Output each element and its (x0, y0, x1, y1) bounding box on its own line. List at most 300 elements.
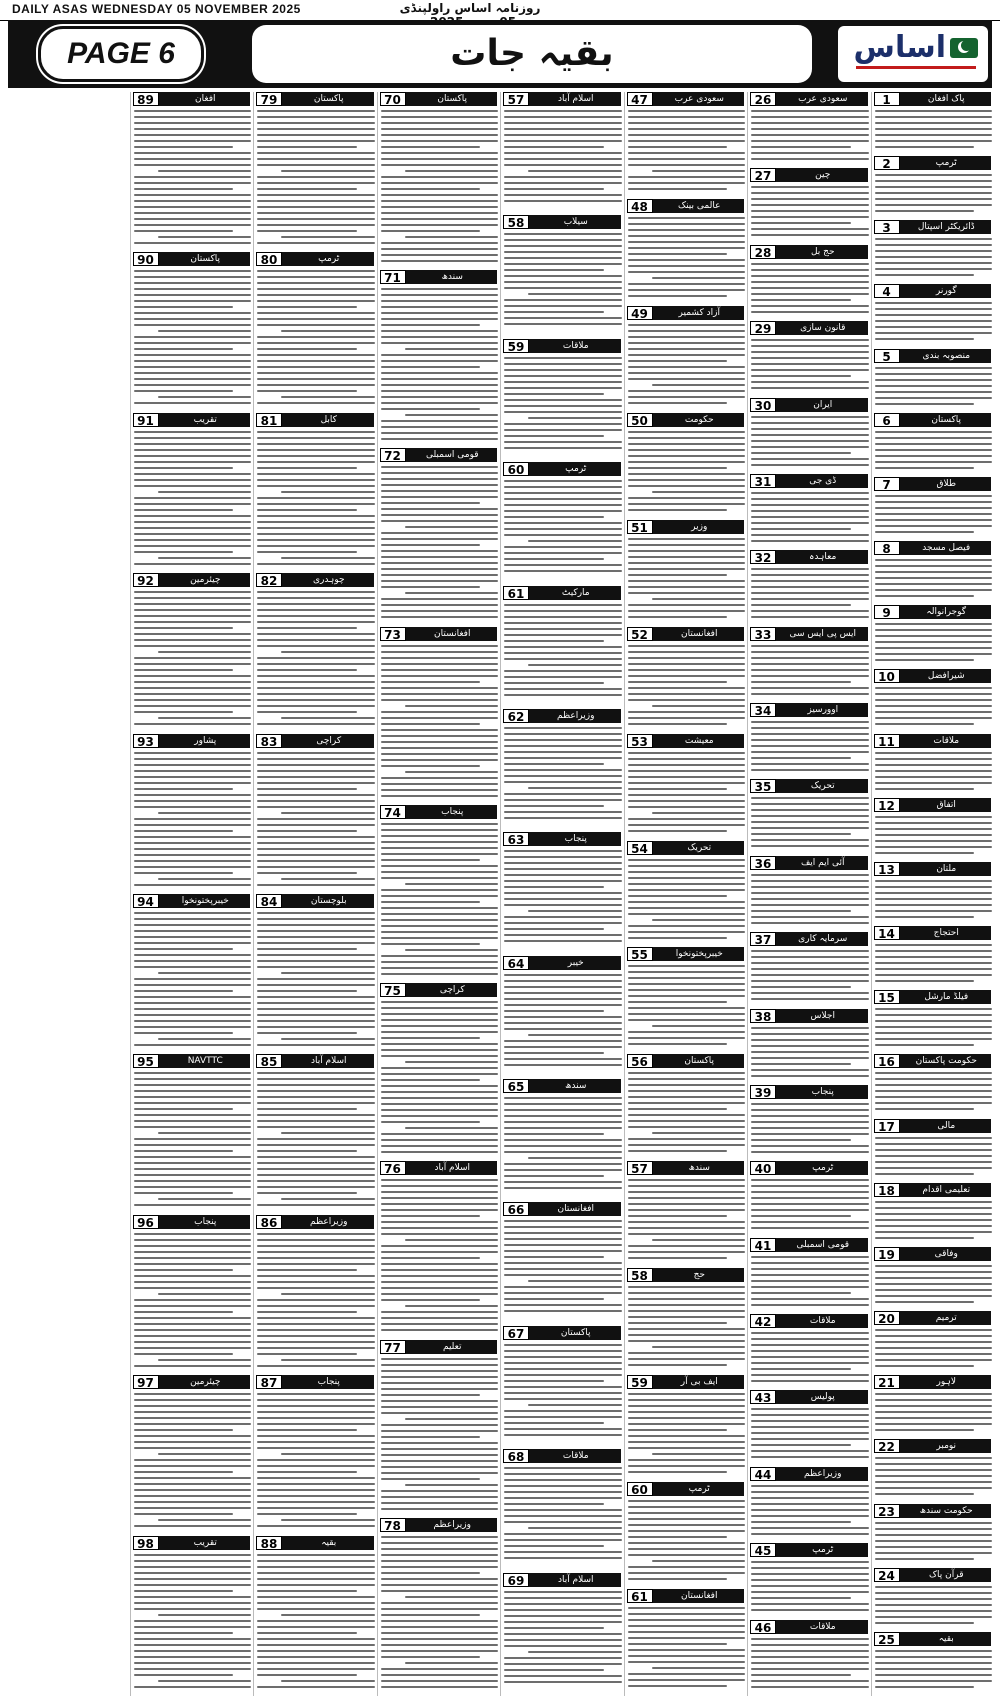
story-header (627, 841, 745, 855)
text-line (257, 615, 375, 617)
text-line (628, 247, 746, 249)
text-line (751, 1521, 851, 1523)
text-line (257, 842, 375, 844)
text-line (257, 164, 375, 166)
text-line (504, 435, 604, 437)
text-line (751, 1432, 869, 1434)
story-label: کراچی (316, 735, 342, 746)
story-number: 95 (133, 1054, 159, 1068)
text-line (257, 1686, 375, 1688)
text-line (405, 1662, 499, 1664)
text-line (504, 1022, 622, 1024)
text-line (628, 1405, 746, 1407)
text-line (381, 1031, 499, 1033)
text-line (751, 1045, 869, 1047)
text-line (628, 1120, 746, 1122)
text-line (628, 402, 728, 404)
text-line (875, 1417, 993, 1419)
newspaper-logo (838, 26, 988, 82)
text-line (257, 1257, 375, 1259)
text-line (134, 1602, 252, 1604)
text-line (504, 1428, 622, 1430)
text-line (875, 437, 993, 439)
text-line (134, 1674, 234, 1676)
text-line (751, 1567, 869, 1569)
text-line (628, 1185, 746, 1187)
text-line (381, 1548, 499, 1550)
text-line (504, 1109, 622, 1111)
text-line (158, 236, 252, 238)
text-line (405, 1061, 499, 1063)
story-body (134, 1233, 252, 1371)
text-line (875, 1423, 993, 1425)
story-body (875, 1008, 993, 1050)
text-line (257, 116, 375, 118)
text-line (257, 158, 375, 160)
story-header (874, 1183, 992, 1197)
text-line (381, 835, 499, 837)
text-line (134, 806, 252, 808)
text-line (504, 441, 622, 443)
text-line (751, 234, 869, 236)
story-label: چین (815, 170, 831, 181)
story-header (503, 709, 621, 723)
text-line (751, 1227, 869, 1229)
story-number: 20 (874, 1311, 900, 1325)
text-line (628, 693, 746, 695)
story-body (875, 1522, 993, 1564)
text-line (257, 485, 375, 487)
text-line (381, 1388, 499, 1390)
text-line (257, 1602, 375, 1604)
text-line (257, 1584, 375, 1586)
text-line (257, 1650, 375, 1652)
text-line (875, 1463, 993, 1465)
story-body (875, 1072, 993, 1114)
text-line (751, 592, 869, 594)
text-line (628, 229, 746, 231)
story-label: کراچی (439, 985, 465, 996)
text-line (134, 164, 252, 166)
text-line (875, 1457, 993, 1459)
text-line (875, 192, 993, 194)
text-line (751, 1585, 869, 1587)
text-line (751, 745, 869, 747)
text-line (134, 1578, 252, 1580)
story-label: تحریک (810, 781, 835, 792)
text-line (257, 1090, 375, 1092)
text-line (381, 532, 499, 534)
text-line (134, 384, 252, 386)
story-label: تعلیم (442, 1341, 462, 1352)
text-line (134, 1299, 252, 1301)
text-line (134, 942, 252, 944)
text-line (134, 485, 252, 487)
text-line (875, 758, 993, 760)
text-line (134, 1281, 252, 1283)
text-line (504, 498, 622, 500)
story-number: 4 (874, 284, 900, 298)
text-line (257, 788, 357, 790)
story-number: 45 (750, 1543, 776, 1557)
text-line (381, 1370, 499, 1372)
text-line (875, 1610, 993, 1612)
story-header (256, 413, 374, 427)
text-line (628, 1411, 746, 1413)
story-body (751, 1179, 869, 1233)
text-line (875, 1341, 993, 1343)
text-line (134, 1341, 252, 1343)
text-line (751, 516, 869, 518)
text-line (134, 990, 234, 992)
text-line (381, 1406, 499, 1408)
text-line (528, 540, 622, 542)
story-label: اتفاق (936, 799, 956, 810)
text-line (134, 348, 234, 350)
text-line (875, 1534, 993, 1536)
text-line (257, 449, 375, 451)
text-line (628, 824, 746, 826)
text-line (504, 1633, 622, 1635)
text-line (628, 1340, 746, 1342)
text-line (381, 1197, 499, 1199)
text-line (504, 134, 622, 136)
story-number: 64 (503, 956, 529, 970)
story-number: 91 (133, 413, 159, 427)
text-line (504, 1250, 622, 1252)
text-line (381, 1572, 481, 1574)
text-line (257, 1429, 357, 1431)
story-body (381, 110, 499, 266)
story-body (875, 302, 993, 344)
text-line (504, 634, 622, 636)
text-line (875, 583, 993, 585)
text-line (381, 366, 481, 368)
text-line (257, 1393, 375, 1395)
text-line (504, 1356, 622, 1358)
text-line (628, 1072, 746, 1074)
text-line (381, 1590, 499, 1592)
text-line (134, 1411, 252, 1413)
text-line (381, 218, 499, 220)
story-number: 80 (256, 252, 282, 266)
text-line (628, 1251, 746, 1253)
text-line (381, 146, 481, 148)
text-line (405, 414, 499, 416)
text-line (134, 467, 234, 469)
text-line (751, 434, 869, 436)
text-line (381, 789, 499, 791)
text-line (875, 238, 993, 240)
text-line (875, 443, 993, 445)
story-body (257, 1393, 375, 1531)
text-line (875, 1108, 975, 1110)
text-line (381, 1454, 499, 1456)
text-line (875, 1487, 993, 1489)
text-line (134, 1417, 252, 1419)
text-line (628, 971, 746, 973)
text-line (751, 693, 869, 695)
text-line (504, 1645, 622, 1647)
text-line (875, 635, 993, 637)
text-line (134, 669, 234, 671)
story-body (381, 288, 499, 444)
text-line (134, 515, 252, 517)
text-line (628, 663, 746, 665)
text-line (751, 158, 869, 160)
text-line (381, 384, 499, 386)
text-line (628, 1661, 746, 1663)
text-line (628, 1090, 746, 1092)
text-line (875, 397, 993, 399)
text-line (134, 551, 234, 553)
story-label: پاکستان (437, 94, 468, 104)
text-line (281, 812, 375, 814)
story-body (875, 687, 993, 729)
text-line (504, 793, 622, 795)
text-line (257, 930, 375, 932)
text-line (875, 250, 993, 252)
text-line (628, 794, 746, 796)
text-line (134, 1644, 252, 1646)
text-line (257, 1501, 375, 1503)
text-line (257, 431, 375, 433)
text-line (628, 1465, 746, 1467)
story-body (751, 797, 869, 851)
text-line (381, 1073, 499, 1075)
text-line (134, 1650, 252, 1652)
text-line (134, 276, 252, 278)
text-line (875, 828, 993, 830)
text-line (628, 800, 746, 802)
text-line (751, 1485, 869, 1487)
text-line (257, 230, 357, 232)
text-line (875, 1329, 993, 1331)
text-line (257, 437, 375, 439)
text-line (504, 164, 622, 166)
text-line (257, 1180, 375, 1182)
text-line (628, 752, 746, 754)
text-line (504, 781, 622, 783)
story-label: افغانستان (681, 628, 718, 639)
story-number: 75 (380, 983, 406, 997)
text-line (257, 1668, 375, 1670)
text-line (504, 399, 622, 401)
text-line (628, 336, 746, 338)
text-line (381, 973, 499, 975)
text-line (257, 194, 375, 196)
text-line (628, 604, 746, 606)
story-number: 84 (256, 894, 282, 908)
text-line (751, 299, 851, 301)
text-line (628, 764, 746, 766)
story-label: پنجاب (564, 834, 587, 845)
story-header (256, 92, 374, 106)
story-number: 31 (750, 474, 776, 488)
text-line (628, 235, 746, 237)
text-line (381, 426, 499, 428)
text-line (257, 675, 375, 677)
story-header (750, 932, 868, 946)
text-line (875, 1686, 975, 1688)
text-line (381, 110, 499, 112)
text-line (504, 610, 622, 612)
text-line (751, 1127, 869, 1129)
text-line (158, 170, 252, 172)
text-line (628, 497, 746, 499)
story-number: 87 (256, 1375, 282, 1389)
story-label: پاکستان (560, 1327, 591, 1338)
text-line (504, 922, 622, 924)
text-line (628, 645, 746, 647)
text-line (875, 1225, 993, 1227)
text-line (381, 1376, 499, 1378)
text-line (504, 1491, 622, 1493)
text-line (158, 396, 252, 398)
text-line (504, 1169, 622, 1171)
story-label: افغانستان (557, 1204, 594, 1215)
text-line (134, 1489, 252, 1491)
story-number: 21 (874, 1375, 900, 1389)
text-line (875, 822, 993, 824)
text-line (134, 615, 252, 617)
text-line (875, 910, 993, 912)
text-line (875, 467, 975, 469)
text-line (257, 1168, 375, 1170)
text-line (381, 1203, 499, 1205)
text-line (628, 1292, 746, 1294)
text-line (381, 1245, 499, 1247)
story-label: حکومت پاکستان (915, 1056, 977, 1067)
text-line (257, 1572, 375, 1574)
text-line (628, 164, 746, 166)
story-header (133, 573, 251, 587)
text-line (751, 968, 869, 970)
text-line (628, 877, 746, 879)
story-number: 12 (874, 798, 900, 812)
text-line (134, 128, 252, 130)
text-line (257, 621, 375, 623)
story-number: 18 (874, 1183, 900, 1197)
text-line (751, 1063, 851, 1065)
text-line (751, 1656, 869, 1658)
text-line (134, 1239, 252, 1241)
text-line (134, 336, 252, 338)
text-line (381, 188, 481, 190)
text-line (257, 794, 375, 796)
text-line (257, 609, 375, 611)
text-line (504, 492, 622, 494)
text-line (875, 641, 993, 643)
text-line (628, 1298, 746, 1300)
text-line (628, 669, 746, 671)
text-line (405, 1418, 499, 1420)
text-line (751, 821, 869, 823)
story-label: ملاقات (562, 1451, 589, 1462)
text-line (875, 1674, 993, 1676)
text-line (281, 1132, 375, 1134)
text-line (751, 1268, 869, 1270)
text-line (751, 116, 869, 118)
text-line (134, 1263, 252, 1265)
text-line (134, 705, 252, 707)
text-line (504, 305, 622, 307)
text-line (134, 1525, 252, 1527)
text-line (751, 1414, 869, 1416)
text-line (134, 1144, 252, 1146)
story-header (750, 1390, 868, 1404)
text-line (751, 504, 869, 506)
text-line (504, 146, 604, 148)
text-line (751, 534, 869, 536)
text-line (751, 1438, 869, 1440)
story-number: 58 (627, 1268, 653, 1282)
text-line (257, 1399, 375, 1401)
text-line (257, 1566, 375, 1568)
text-line (134, 146, 234, 148)
text-line (257, 1578, 375, 1580)
story-header (874, 92, 992, 106)
story-number: 59 (627, 1375, 653, 1389)
text-line (751, 580, 869, 582)
text-line (628, 723, 728, 725)
text-line (628, 1685, 728, 1687)
text-line (875, 629, 993, 631)
story-number: 89 (133, 92, 159, 106)
text-line (504, 799, 622, 801)
story-header (503, 1573, 621, 1587)
text-line (134, 342, 252, 344)
text-line (504, 480, 622, 482)
story-header (750, 1161, 868, 1175)
story-label: پاکستان (684, 1056, 715, 1067)
story-header (874, 926, 992, 940)
story-body (751, 721, 869, 775)
story-header (133, 413, 251, 427)
text-line (528, 1404, 622, 1406)
text-line (628, 925, 746, 927)
text-line (628, 146, 728, 148)
text-line (381, 747, 499, 749)
text-line (504, 1238, 622, 1240)
text-line (257, 1507, 375, 1509)
text-line (751, 1139, 851, 1141)
text-line (134, 1275, 252, 1277)
story-label: اوورسیز (807, 705, 839, 716)
text-line (875, 1283, 993, 1285)
text-line (504, 122, 622, 124)
story-header (133, 92, 251, 106)
text-line (875, 693, 993, 695)
text-line (875, 1347, 993, 1349)
story-header (503, 1079, 621, 1093)
text-line (628, 1399, 746, 1401)
story-header (256, 1054, 374, 1068)
text-line (628, 1043, 728, 1045)
story-number: 15 (874, 990, 900, 1004)
story-label: ملاقات (809, 1316, 836, 1327)
text-line (257, 1489, 375, 1491)
story-label: قانون سازی (800, 323, 846, 334)
text-line (257, 140, 375, 142)
story-number: 98 (133, 1536, 159, 1550)
text-line (875, 1552, 993, 1554)
text-line (504, 1591, 622, 1593)
story-header (503, 92, 621, 106)
text-line (134, 1168, 252, 1170)
text-line (134, 431, 252, 433)
story-label: ڈائریکٹر اسپتال (917, 222, 975, 233)
